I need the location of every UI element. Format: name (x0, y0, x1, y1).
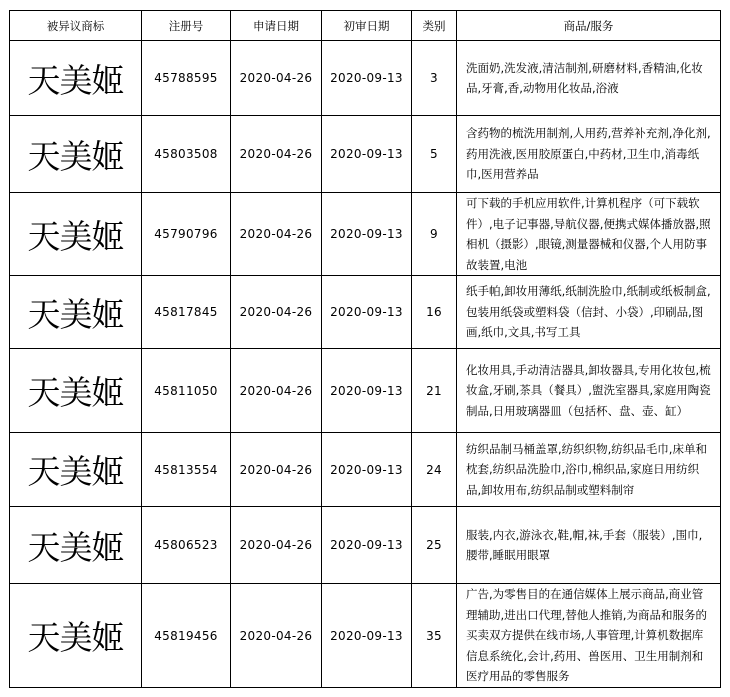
header-mark: 被异议商标 (10, 11, 142, 41)
reg-no-cell: 45813554 (142, 433, 231, 507)
trademark-text: 天美姬 (10, 584, 142, 688)
goods-cell: 可下载的手机应用软件,计算机程序（可下载软件）,电子记事器,导航仪器,便携式媒体播放器,照相机（摄影）,眼镜,测量器械和仪器,个人用防事故装置,电池 (457, 193, 721, 276)
table-row (10, 507, 721, 584)
class-cell: 24 (412, 433, 457, 507)
apply-date-cell: 2020-04-26 (231, 433, 322, 507)
trademark-text: 天美姬 (10, 276, 142, 349)
class-cell: 21 (412, 349, 457, 433)
prelim-date-cell: 2020-09-13 (322, 584, 412, 688)
prelim-date-cell: 2020-09-13 (322, 41, 412, 116)
apply-date-cell: 2020-04-26 (231, 507, 322, 584)
class-cell: 16 (412, 276, 457, 349)
goods-cell: 纺织品制马桶盖罩,纺织织物,纺织品毛巾,床单和枕套,纺织品洗脸巾,浴巾,棉织品,家庭日用纺织品,卸妆用布,纺织品制或塑料制帘 (457, 433, 721, 507)
reg-no-cell: 45811050 (142, 349, 231, 433)
apply-date-cell: 2020-04-26 (231, 41, 322, 116)
table-row (10, 584, 721, 688)
trademark-table (9, 10, 721, 688)
reg-no-cell: 45817845 (142, 276, 231, 349)
reg-no-cell: 45790796 (142, 193, 231, 276)
class-cell: 25 (412, 507, 457, 584)
prelim-date-cell: 2020-09-13 (322, 116, 412, 193)
class-cell: 3 (412, 41, 457, 116)
header-class: 类别 (412, 11, 457, 41)
header-apply-date: 申请日期 (231, 11, 322, 41)
table-row (10, 41, 721, 116)
trademark-text: 天美姬 (10, 507, 142, 584)
goods-cell: 化妆用具,手动清洁器具,卸妆器具,专用化妆包,梳妆盒,牙刷,茶具（餐具）,盥洗室器具,家庭用陶瓷制品,日用玻璃器皿（包括杯、盘、壶、缸） (457, 349, 721, 433)
table-row (10, 116, 721, 193)
prelim-date-cell: 2020-09-13 (322, 193, 412, 276)
header-prelim-date: 初审日期 (322, 11, 412, 41)
table-row (10, 276, 721, 349)
prelim-date-cell: 2020-09-13 (322, 507, 412, 584)
trademark-text: 天美姬 (10, 116, 142, 193)
reg-no-cell: 45803508 (142, 116, 231, 193)
apply-date-cell: 2020-04-26 (231, 116, 322, 193)
trademark-text: 天美姬 (10, 41, 142, 116)
apply-date-cell: 2020-04-26 (231, 349, 322, 433)
table-row (10, 193, 721, 276)
class-cell: 35 (412, 584, 457, 688)
apply-date-cell: 2020-04-26 (231, 276, 322, 349)
prelim-date-cell: 2020-09-13 (322, 276, 412, 349)
goods-cell: 服装,内衣,游泳衣,鞋,帽,袜,手套（服装）,围巾,腰带,睡眠用眼罩 (457, 507, 721, 584)
header-row (10, 11, 721, 41)
reg-no-cell: 45806523 (142, 507, 231, 584)
reg-no-cell: 45788595 (142, 41, 231, 116)
goods-cell: 纸手帕,卸妆用薄纸,纸制洗脸巾,纸制或纸板制盒,包装用纸袋或塑料袋（信封、小袋）,印刷品,图画,纸巾,文具,书写工具 (457, 276, 721, 349)
trademark-text: 天美姬 (10, 433, 142, 507)
goods-cell: 含药物的梳洗用制剂,人用药,营养补充剂,净化剂,药用洗液,医用胶原蛋白,中药材,卫生巾,消毒纸巾,医用营养品 (457, 116, 721, 193)
header-goods: 商品/服务 (457, 11, 721, 41)
trademark-text: 天美姬 (10, 193, 142, 276)
apply-date-cell: 2020-04-26 (231, 584, 322, 688)
class-cell: 5 (412, 116, 457, 193)
table-row (10, 349, 721, 433)
class-cell: 9 (412, 193, 457, 276)
header-reg-no: 注册号 (142, 11, 231, 41)
reg-no-cell: 45819456 (142, 584, 231, 688)
table-row (10, 433, 721, 507)
goods-cell: 广告,为零售目的在通信媒体上展示商品,商业管理辅助,进出口代理,替他人推销,为商品和服务的买卖双方提供在线市场,人事管理,计算机数据库信息系统化,会计,药用、兽医用、卫生用制剂和医疗用品的零售服务 (457, 584, 721, 688)
apply-date-cell: 2020-04-26 (231, 193, 322, 276)
trademark-text: 天美姬 (10, 349, 142, 433)
prelim-date-cell: 2020-09-13 (322, 349, 412, 433)
prelim-date-cell: 2020-09-13 (322, 433, 412, 507)
goods-cell: 洗面奶,洗发液,清洁制剂,研磨材料,香精油,化妆品,牙膏,香,动物用化妆品,浴液 (457, 41, 721, 116)
